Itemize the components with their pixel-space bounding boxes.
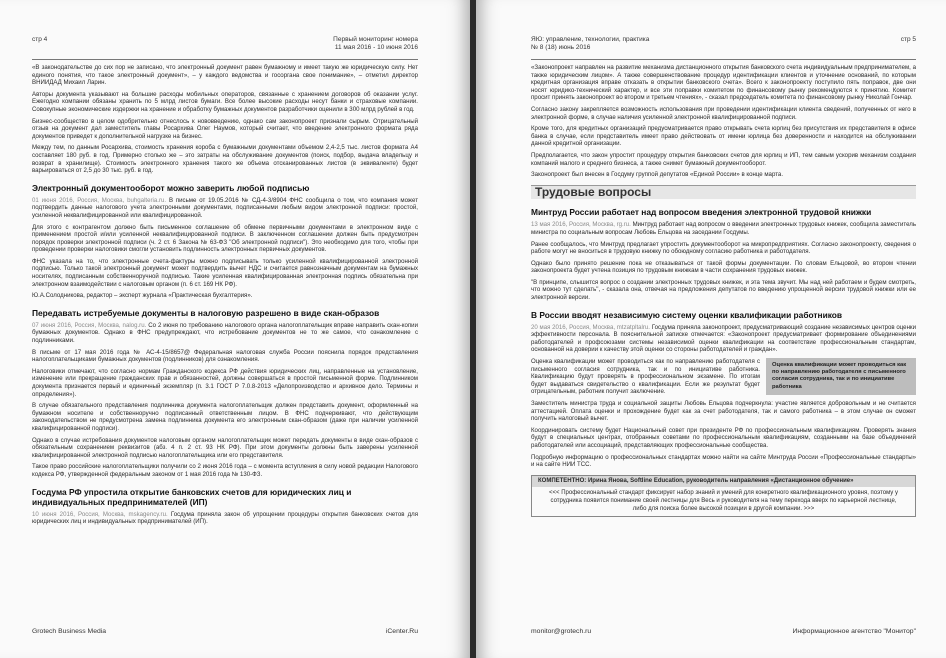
right-page-number: стр 5	[900, 36, 916, 43]
article-paragraph: В письме от 19.05.2016 № СД-4-3/8904 ФНС сообщила о том, что компания может подтвердить данные налогового учета электронными документами, подписанными любым видом электронной подписи: простой, усиленной неквалифицированной или квалифицированной.	[32, 196, 418, 219]
article-paragraph: Со 2 июня по требованию налогового органа налогоплательщик вправе направить скан-копии бумажных документов. Однако в ФНС предупреждают, что истребование документов не то же самое, что ознакомление с подлинниками.	[32, 321, 418, 345]
article-paragraph: Однако в случае истребования документов налоговым органом налогоплательщик может передать документы в виде скан-образов с обязательным сохранением реквизитов (абз. 4 п. 2 ст. 93 НК РФ). При этом документы должны быть заверены усиленной квалифицированной электронной подписью налогоплательщика или его представителя.	[32, 436, 418, 459]
article-paragraph: Госдума приняла закон об упрощении процедуры открытия банковских счетов для юридических лиц и индивидуальных предпринимателей (ИП).	[32, 510, 418, 526]
article-paragraph: Ю.А.Солодникова, редактор – эксперт журнала «Практическая бухгалтерия».	[32, 292, 253, 300]
article-title[interactable]: Минтруд России работает над вопросом введения электронной трудовой книжки	[531, 207, 872, 218]
left-header-title: Первый мониторинг номера	[333, 36, 418, 43]
left-header-dates: 11 мая 2016 - 10 июня 2016	[334, 44, 418, 51]
article-paragraph: Госдума приняла законопроект, предусматривающий создание независимых центров оценки эффективности персонала. В пояснительной записке отмечается: «Законопроект предусматривает формирование объединениями работодателей и профсоюзами системы независимой оценки квалификации на соответствие профессиональным стандартам, основанной на доверии к качеству этой оценки со стороны работодателей и граждан».	[531, 323, 916, 354]
article-paragraph: Такое право российские налогоплательщики получили со 2 июня 2016 года – с момента вступления в силу новой редакции Налогового кодекса РФ, утвержденной федеральным законом от 1 мая 2016 года № 130-ФЗ.	[32, 463, 418, 478]
left-footer-publisher: Grotech Business Media	[32, 628, 107, 635]
left-intro-paragraph: Бизнес-сообщество в целом одобрительно отнеслось к нововведению, однако сам законопроект признали сырым. Отрицательный отзыв на документ дал заместитель главы Росархива Олег Наумов, который считает, что введение электронного формата ряда документов приведет к дополнительной нагрузке на бизнес.	[32, 117, 418, 140]
article-title[interactable]: Электронный документооборот можно заверить любой подписью	[32, 182, 310, 193]
article-paragraph: Для этого с контрагентом должно быть письменное соглашение об обмене первичными документами в электронном виде с применением простой и/или усиленной неквалифицированной подписи. В заключенном соглашении должен быть предусмотрен порядок проверки электронной подписи (ч. 2 ст. 6 Закона № 63-ФЗ "Об электронной подписи"). Это необходимо для того, чтобы при проведении проверки налоговики смогли установить подлинность электронных первичных документов.	[32, 223, 418, 254]
expert-comment-box	[531, 475, 916, 517]
right-content	[531, 64, 916, 517]
right-header-issue: № 8 (18) июнь 2016	[531, 44, 591, 51]
article-paragraph: В случае обязательного представления подлинника документа налогоплательщик должен представить документ, оформленный на бумажном носителе и собственноручно подписанный ответственным лицом. В ФНС подчеркивают, что действующим законодательством не предусмотрена замена подлинника документа его электронным скан-образом (даже при наличии усиленной квалифицированной подписи).	[32, 402, 418, 432]
article-paragraph: Налоговики отмечают, что согласно нормам Гражданского кодекса РФ действия юридических лиц, направленные на установление, изменение или прекращение гражданских прав и обязанностей, должны совершаться в простой письменной форме. Подлинником документа признается первый и единичный экземпляр (п. 3.1 ГОСТ Р 7.0.8-2013 «Делопроизводство и архивное дело. Термины и определения»).	[32, 367, 418, 398]
right-header	[531, 36, 649, 52]
expert-comment-heading: КОМПЕТЕНТНО: Ирина Янова, Softline Education, руководитель направления «Дистанционное обучение»	[532, 476, 915, 488]
article-title[interactable]: Передавать истребуемые документы в налоговую разрешено в виде скан-образов	[32, 307, 380, 318]
article-meta: 13 мая 2016, Россия, Москва, rg.ru.	[531, 221, 631, 229]
pull-quote-box: Оценка квалификации может проводиться как по направлению работодателя с письменного согласия сотрудника, так и по инициативе работника	[766, 358, 916, 395]
left-intro-paragraph: Между тем, по данным Росархива, стоимость хранения короба с бумажными документами объемом 2,4-2,5 тыс. листов формата А4 составляет 180 руб. в год. Примерно столько же – это затраты на обслуживание документов (поиск, подбор, выдача владельцу и возврат в хранилище). Стоимость электронного хранения такого же объема отсканированных листов (в эквиваленте) будет варьироваться от 2,5 до 30 тыс. руб. в год.	[32, 144, 418, 175]
article-paragraph: Координировать систему будет Национальный совет при президенте РФ по профессиональным квалификациям. Проверять знания будут в специальных центрах, отобранных советами по профессиональным квалификациям, созданными на базе объединений работодателей или ассоциаций, представляющих профессиональные сообщества.	[531, 426, 916, 449]
left-footer-site: iCenter.Ru	[385, 628, 418, 635]
left-header	[300, 36, 418, 52]
article-title[interactable]: В России вводят независимую систему оценки квалификации работников	[531, 309, 843, 320]
article-title[interactable]: Госдума РФ упростила открытие банковских счетов для юридических лиц и индивидуальных предпринимателей (ИП)	[32, 486, 352, 507]
left-content	[32, 64, 418, 530]
article-paragraph: ФНС указала на то, что электронные счета-фактуры можно подписывать только усиленной квалифицированной электронной подписью. Только такой электронный документ может подтвердить вычет НДС и считается равнозначным документам на бумажных носителях, подписанным собственноручной подписью. Такие усиленная квалифицированная электронная подпись обязательна при электронном взаимодействии с налоговым органом (п. 6 ст. 169 НК РФ).	[32, 257, 418, 288]
article-paragraph: Ранее сообщалось, что Минтруд предлагает упростить документооборот на микропредприятиях. Согласно законопроекту, сведения о работе могут не вноситься в трудовую книжку по обоюдному согласию работника и работодателя.	[531, 240, 916, 256]
article-paragraph: В письме от 17 мая 2016 года № АС-4-15/8657@ Федеральная налоговая служба России пояснила порядок представления налогоплательщиками бумажных документов (подлинников) для ознакомления.	[32, 348, 418, 364]
article-meta: 07 июня 2016, Россия, Москва, nalog.ru.	[32, 321, 147, 329]
right-footer-email[interactable]: monitor@grotech.ru	[531, 628, 592, 635]
right-page	[476, 0, 946, 658]
right-header-rule	[531, 59, 916, 60]
left-header-rule	[32, 59, 418, 60]
article-paragraph: Однако было принято решение пока не отказываться от такой формы документации. По словам Ельцовой, во втором чтении законопроекта будет учтена позиция по трудовым книжкам в части сохранения трудовых книжек.	[531, 259, 916, 275]
article-paragraph: "В принципе, слышится вопрос о создании электронных трудовых книжек, и эта тема звучит. Мы над ней работаем и будем смотреть, что можно тут сделать", - сказала она, отвечая на предложения депутатов по введению упрощенной версии трудовой книжки или ее электронной версии.	[531, 278, 916, 302]
article-meta: 20 мая 2016, Россия, Москва, mtzatpltalru.	[531, 323, 650, 331]
right-footer-agency: Информационное агентство "Монитор"	[792, 628, 916, 635]
article-meta: 01 июня 2016, Россия, Москва, buhgalteria.ru.	[32, 196, 167, 204]
article-paragraph: Заместитель министра труда и социальной защиты Любовь Ельцова подчеркнула: участие является добровольным и не считается аттестацией. Оплата оценки и прохождение будет как за счет работодателя, так и самого работника – в этом случае он сможет получить налоговый вычет.	[531, 400, 916, 423]
article-paragraph: Подробную информацию о профессиональных стандартах можно найти на сайте Минтруда России «Профессиональные стандарты» и на сайте НИИ ТСС.	[531, 453, 916, 469]
section-title: Трудовые вопросы	[531, 185, 916, 200]
right-intro-paragraph: Согласно закону закрепляется возможность использования при проведении идентификации клиента сведений, полученных от него в электронной форме, в случае наличия усиленной электронной квалифицированной подписи.	[531, 105, 916, 121]
left-intro-paragraph: Авторы документа указывают на большие расходы мобильных операторов, связанные с хранением договоров об оказании услуг. Ежегодно компании обязаны хранить по 5 млрд листов бумаги. Все более высокие расходы несут банки и страховые компании. Совокупные экономические издержки на хранение и обработку бумажных документов разработчики оценили в 300 млрд рублей в год.	[32, 90, 418, 113]
left-intro-paragraph: «В законодательстве до сих пор не записано, что электронный документ равен бумажному и имеет такую же юридическую силу. Нет единого понятия, что такое электронный документ», – у каждого ведомства и госоргана свое понимание», – отметил директор ВНИИДАД Михаил Ларин.	[32, 64, 418, 87]
right-intro-paragraph: Законопроект был внесен в Госдуму группой депутатов «Единой России» в конце марта.	[531, 171, 784, 179]
article-paragraph: Минтруд работает над вопросом о введении электронных трудовых книжек, сообщила заместитель министра по социальным вопросам Любовь Ельцова на заседании Госдумы.	[531, 221, 916, 236]
left-page	[0, 0, 470, 658]
right-header-title: ЯЮ: управление, технологии, практика	[531, 36, 650, 43]
right-intro-paragraph: Предполагается, что закон упростит процедуру открытия банковских счетов для юрлиц и ИП, тем самым ускорив механизм создания компаний малого и среднего бизнеса, а также снимет бумажный документооборот.	[531, 151, 916, 167]
article-meta: 10 июня 2016, Россия, Москва, mskagency.ru.	[32, 510, 168, 518]
article-paragraph: Оценка квалификации может проводиться как по направлению работодателя с письменного согласия сотрудника, так и по инициативе работника. Квалификацию будут проверять в профессиональном экзамене. По итогам будет выдаваться свидетельство о квалификации. Если же результат будет отрицательным, работник получит заключение.	[531, 358, 760, 396]
left-page-number: стр 4	[32, 36, 48, 43]
right-intro-paragraph: «Законопроект направлен на развитие механизма дистанционного открытия банковского счета индивидуальным предпринимателем, а также юридическим лицом». А также совершенствование процедур идентификации клиентов и уточнение оснований, по которым кредитная организация вправе отказать в открытии банковского счета». Всего к законопроекту поступило пять поправок, две они носят юридико-технический характер, и все эти поправки комитетом по финансовому рынку рекомендуются к принятию. Комитет просит принять законопроект во втором и третьем чтениях», - сказал председатель комитета по финансовому рынку Николай Гончар.	[531, 64, 916, 102]
right-intro-paragraph: Кроме того, для кредитных организаций предусматривается право открывать счета юрлиц без присутствия их представителя в офисе банка в случае, если представитель имеет право действовать от имени юрлица без доверенности и находится на обслуживании данной кредитной организации.	[531, 125, 916, 148]
expert-comment-text: <<< Профессиональный стандарт фиксирует набор знаний и умений для конкретного квалификационного уровня, поэтому у сотрудника появится понимание своей лестницы для Весь и руководителя на тему перехода вверх по карьерной лестнице, либо для поиска более высокой позиции в другой компании. >>>	[549, 490, 898, 512]
